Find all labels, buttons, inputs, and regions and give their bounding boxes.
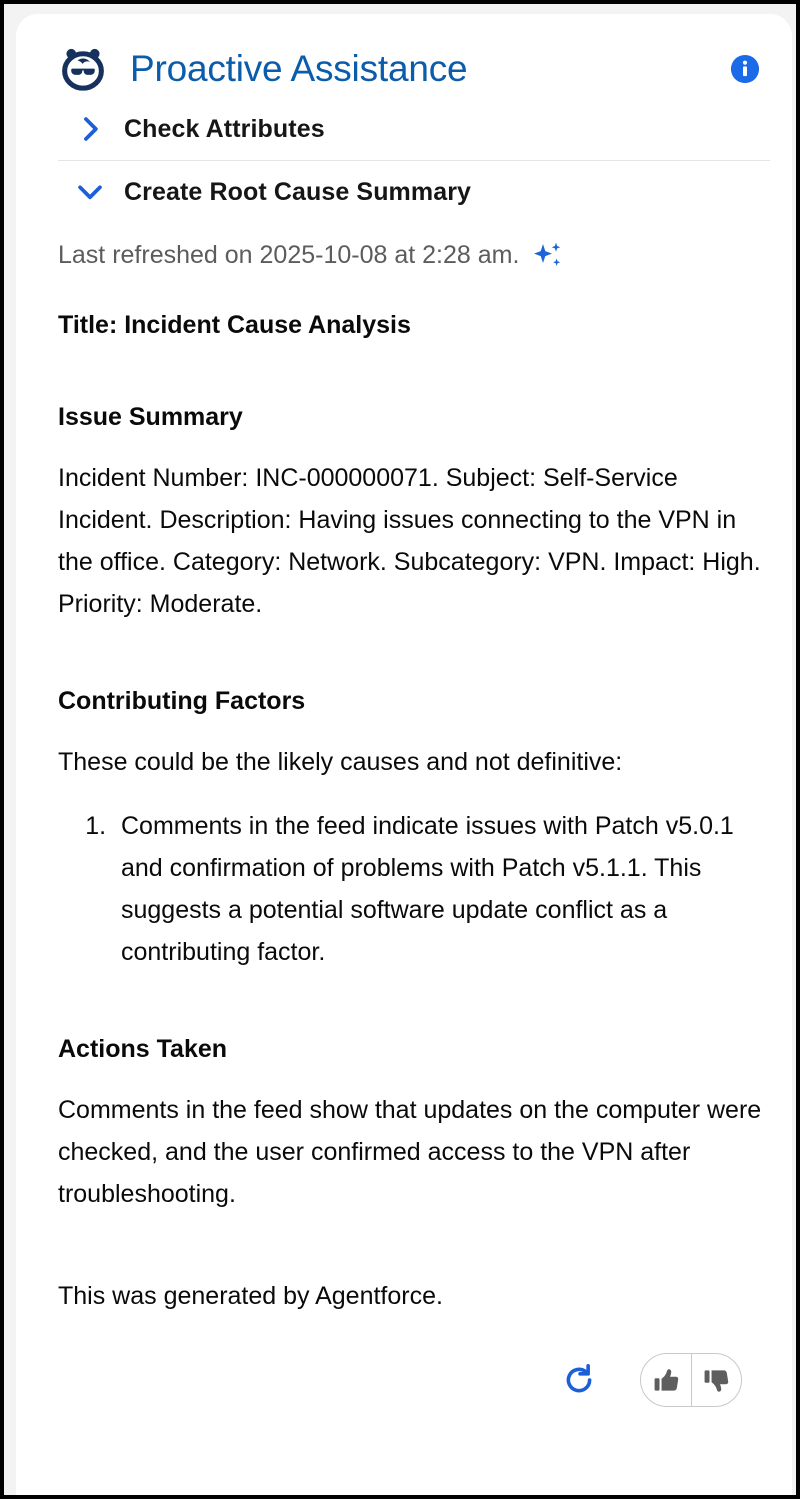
last-refreshed-text: Last refreshed on 2025-10-08 at 2:28 am.: [58, 241, 520, 269]
agentforce-astro-icon: [58, 44, 108, 94]
thumbs-down-icon: [703, 1367, 730, 1394]
section-heading-actions-taken: Actions Taken: [58, 1035, 228, 1063]
accordion-item-check-attributes: [58, 98, 770, 161]
section-heading-issue-summary: Issue Summary: [58, 403, 243, 431]
sparkle-icon: [531, 239, 563, 271]
summary-doc-title: Title: Incident Cause Analysis: [58, 311, 411, 339]
section-text-contributing-factors: These could be the likely causes and not definitive:: [58, 748, 623, 776]
generated-by-note: This was generated by Agentforce.: [58, 1282, 443, 1310]
summary-footer-actions: [58, 1353, 770, 1433]
assistance-card: [16, 14, 792, 1495]
thumbs-down-button[interactable]: [691, 1354, 741, 1406]
thumbs-up-button[interactable]: [641, 1354, 691, 1406]
chevron-right-icon[interactable]: [76, 115, 104, 143]
list-item: 1. Comments in the feed indicate issues with Patch v5.0.1 and confirmation of problems with Patch v5.1.1. This suggests a potential software update conflict as a contributing factor.: [113, 805, 770, 973]
accordion-toggle-root-cause-summary[interactable]: [58, 161, 770, 223]
last-refreshed-row: [58, 239, 770, 271]
root-cause-summary-body: [58, 277, 770, 1317]
info-icon[interactable]: [730, 54, 760, 84]
section-heading-contributing-factors: Contributing Factors: [58, 687, 306, 715]
thumbs-up-icon: [653, 1367, 680, 1394]
refresh-button[interactable]: [562, 1363, 596, 1397]
accordion-label-check-attributes: Check Attributes: [124, 115, 325, 143]
card-header: [58, 14, 770, 98]
feedback-button-group: [640, 1353, 742, 1407]
accordion-toggle-check-attributes[interactable]: [58, 98, 770, 160]
page-title: Proactive Assistance: [130, 48, 468, 89]
section-text-actions-taken: Comments in the feed show that updates on the computer were checked, and the user confirmed access to the VPN after troubleshooting.: [58, 1096, 762, 1208]
refresh-redo-icon: [562, 1363, 596, 1397]
chevron-down-icon[interactable]: [76, 178, 104, 206]
section-text-issue-summary: Incident Number: INC-000000071. Subject: Self-Service Incident. Description: Having issues connecting to the VPN in the office. Category: Network. Subcategory: VPN. Impact: High. Priority: Moderate.: [58, 464, 761, 618]
contributing-factors-list: [58, 805, 770, 973]
accordion-label-root-cause-summary: Create Root Cause Summary: [124, 178, 472, 206]
accordion-item-root-cause-summary: [58, 161, 770, 1433]
